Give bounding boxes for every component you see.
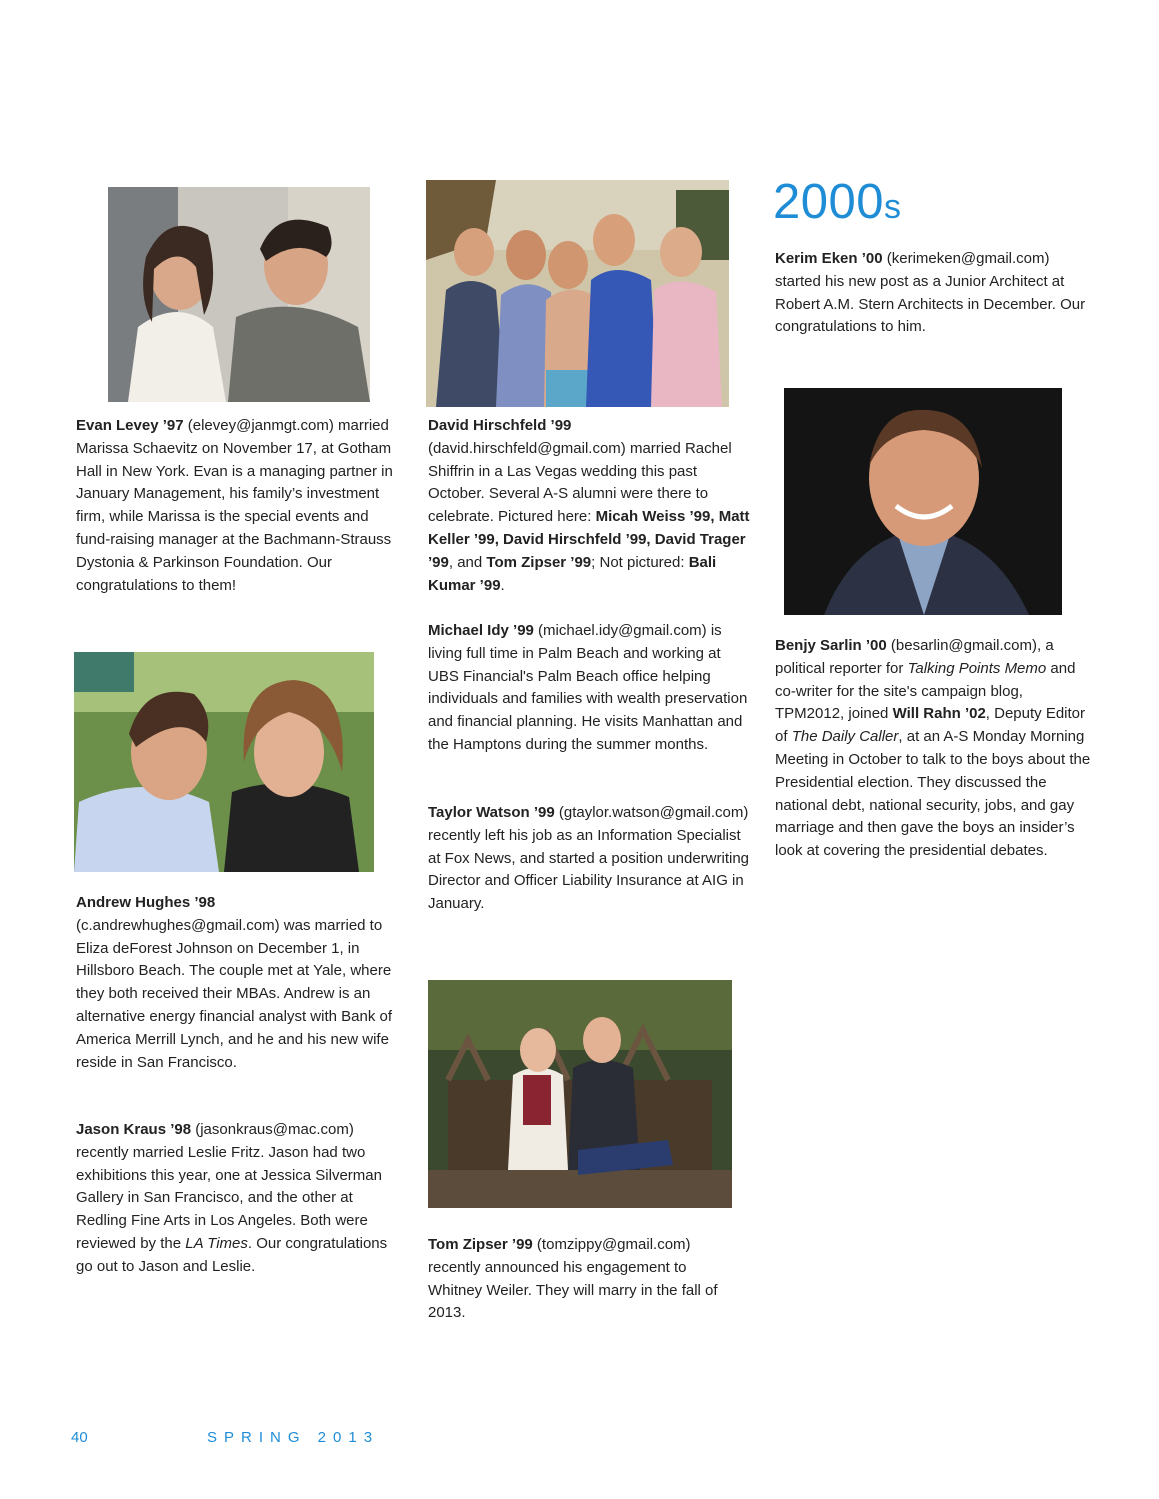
benjy-sarlin-photo: [784, 388, 1062, 615]
entry-name: Evan Levey ’97: [76, 417, 184, 434]
issue-label: SPRING 2013: [207, 1429, 380, 1446]
entry-name: Tom Zipser ’99: [428, 1236, 533, 1253]
entry-jason-kraus: [76, 1119, 401, 1279]
heading-decade: 2000: [773, 175, 885, 229]
section-heading-2000s: [773, 172, 902, 237]
entry-david-hirschfeld: [428, 415, 750, 597]
entry-name: Taylor Watson ’99: [428, 804, 555, 821]
entry-body-cont2: , Deputy Editor of: [775, 705, 1086, 746]
entry-name: Jason Kraus ’98: [76, 1121, 192, 1138]
entry-body-not-pictured: ; Not pictured:: [591, 553, 689, 571]
pictured-name-last: Tom Zipser ’99: [486, 553, 592, 571]
page-number: 40: [71, 1429, 88, 1446]
entry-name: Kerim Eken ’00: [775, 250, 883, 267]
entry-tom-zipser: [428, 1234, 732, 1325]
publication-name-2: The Daily Caller: [791, 728, 899, 746]
entry-body-joiner: , and: [448, 553, 487, 571]
entry-name: Benjy Sarlin ’00: [775, 637, 887, 654]
entry-name: Andrew Hughes ’98: [76, 894, 216, 911]
entry-andrew-hughes: [76, 892, 401, 1074]
evan-levey-photo: [108, 187, 370, 402]
entry-michael-idy: [428, 620, 750, 757]
david-hirschfeld-group-photo: [426, 180, 729, 407]
publication-name: Talking Points Memo: [907, 659, 1047, 677]
entry-body: (kerimeken@gmail.com) started his new post as a Junior Architect at Robert A.M. Stern Architects in December. Our congratulations to him.: [775, 250, 1086, 336]
tom-zipser-photo: [428, 980, 732, 1208]
entry-body: (tomzippy@gmail.com) recently announced his engagement to Whitney Weiler. They will marry in the fall of 2013.: [428, 1236, 718, 1322]
entry-body: (michael.idy@gmail.com) is living full time in Palm Beach and working at UBS Financial's Palm Beach office helping individuals and families with wealth preservation and financial planning. He visits Manhattan and the Hamptons during the summer months.: [428, 622, 748, 753]
mentioned-name: Will Rahn ’02: [892, 705, 986, 723]
entry-body: (c.andrewhughes@gmail.com) was married to Eliza deForest Johnson on December 1, in Hillsboro Beach. The couple met at Yale, where they both received their MBAs. Andrew is an alternative energy financial analyst with Bank of America Merrill Lynch, and he and his new wife reside in San Francisco.: [76, 916, 393, 1071]
entry-body: (jasonkraus@mac.com) recently married Leslie Fritz. Jason had two exhibitions this year, one at Jessica Silverman Gallery in San Francisco, and the other at Redling Fine Arts in Los Angeles. Both were reviewed by the: [76, 1121, 382, 1252]
entry-body: (elevey@janmgt.com) married Marissa Schaevitz on November 17, at Gotham Hall in New York. Evan is a managing partner in January Management, his family’s investment firm, while Marissa is the special events and fund-raising manager at the Bachmann-Strauss Dystonia & Parkinson Foundation. Our congratulations to them!: [76, 417, 393, 594]
entry-body-cont: and co-writer for the site's campaign blog, TPM2012, joined: [775, 659, 1076, 723]
entry-benjy-sarlin: [775, 635, 1093, 863]
not-pictured-name: Bali Kumar ’99: [428, 553, 717, 594]
publication-name: LA Times: [185, 1234, 248, 1252]
heading-suffix: s: [884, 188, 902, 226]
andrew-hughes-photo: [74, 652, 374, 872]
entry-body-end: , at an A-S Monday Morning Meeting in October to talk to the boys about the Presidential election. They discussed the national debt, national security, jobs, and gay marriage and then gave the boys an insider’s look at covering the presidential debates.: [775, 728, 1091, 860]
entry-taylor-watson: [428, 802, 750, 916]
entry-body: (gtaylor.watson@gmail.com) recently left his job as an Information Specialist at Fox News, and started a position underwriting Director and Officer Liability Insurance at AIG in January.: [428, 804, 749, 913]
entry-body: (besarlin@gmail.com), a political reporter for: [775, 637, 1054, 677]
entry-name: David Hirschfeld ’99: [428, 417, 572, 434]
entry-evan-levey: [76, 415, 401, 597]
entry-name: Michael Idy ’99: [428, 622, 534, 639]
entry-body-end: . Our congratulations go out to Jason and Leslie.: [76, 1234, 388, 1275]
entry-body: (david.hirschfeld@gmail.com) married Rachel Shiffrin in a Las Vegas wedding this past October. Several A-S alumni were there to celebrate. Pictured here:: [428, 439, 732, 526]
pictured-names: Micah Weiss ’99, Matt Keller ’99, David Hirschfeld ’99, David Trager ’99: [428, 508, 750, 571]
entry-body-end: .: [500, 576, 505, 594]
entry-kerim-eken: [775, 248, 1093, 339]
